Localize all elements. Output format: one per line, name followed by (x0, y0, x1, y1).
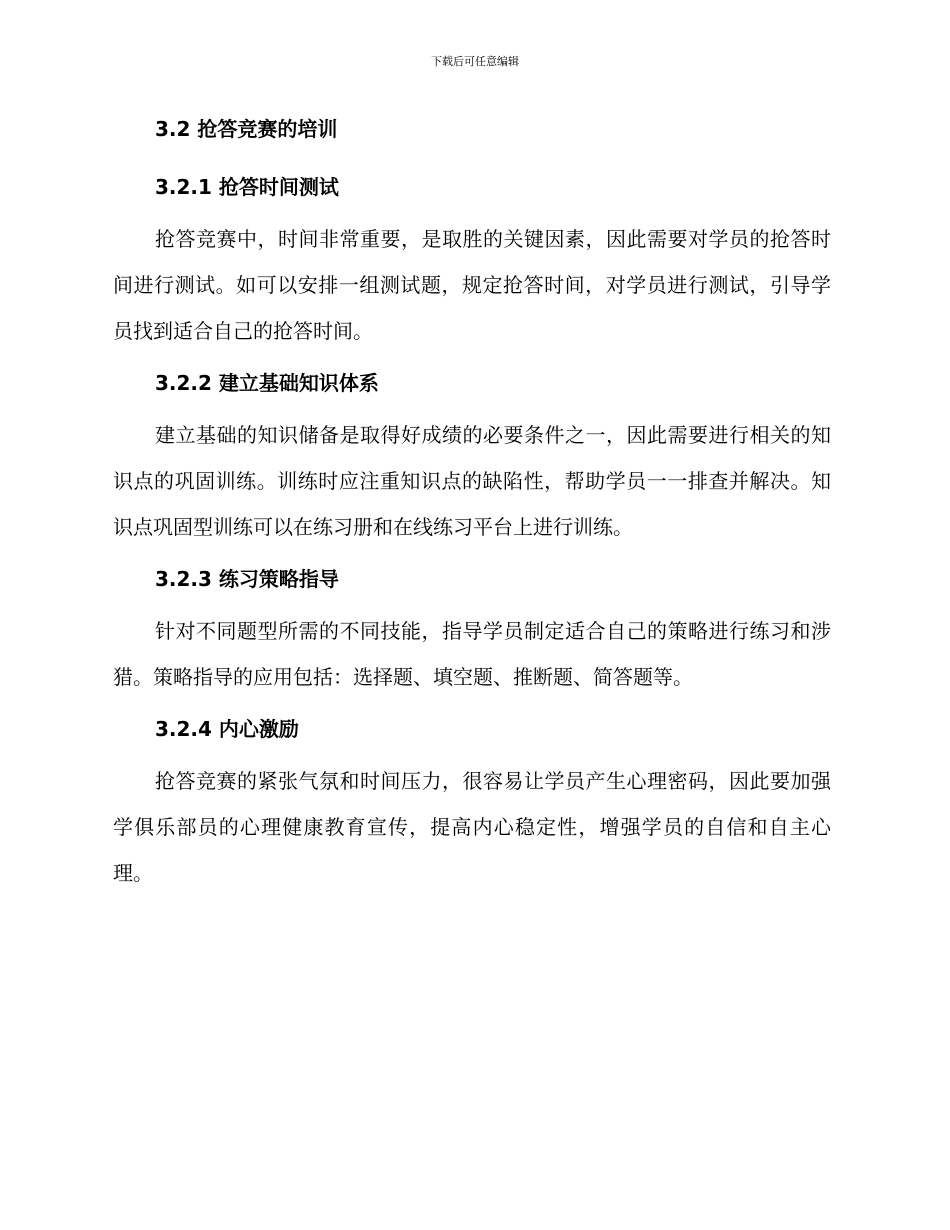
subsection-title-3-2-1: 3.2.1 抢答时间测试 (155, 175, 339, 199)
subsection-title-3-2-3: 3.2.3 练习策略指导 (155, 567, 339, 591)
paragraph-3-2-1: 抢答竞赛中，时间非常重要，是取胜的关键因素，因此需要对学员的抢答时间进行测试。如可以安排一组测试题，规定抢答时间，对学员进行测试，引导学员找到适合自己的抢答时间。 (113, 227, 831, 343)
subsection-title-3-2-2: 3.2.2 建立基础知识体系 (155, 371, 379, 395)
paragraph-3-2-4: 抢答竞赛的紧张气氛和时间压力，很容易让学员产生心理密码，因此要加强学俱乐部员的心理健康教育宣传，提高内心稳定性，增强学员的自信和自主心理。 (113, 769, 831, 885)
paragraph-3-2-2: 建立基础的知识储备是取得好成绩的必要条件之一，因此需要进行相关的知识点的巩固训练。训练时应注重知识点的缺陷性，帮助学员一一排查并解决。知识点巩固型训练可以在练习册和在线练习平台上进行训练。 (113, 423, 831, 539)
page-header: 下载后可任意编辑 (431, 55, 519, 68)
document-body (113, 112, 831, 908)
subsection-title-3-2-4: 3.2.4 内心激励 (155, 717, 299, 741)
paragraph-3-2-3: 针对不同题型所需的不同技能，指导学员制定适合自己的策略进行练习和涉猎。策略指导的应用包括：选择题、填空题、推断题、简答题等。 (113, 619, 831, 689)
section-title: 3.2 抢答竞赛的培训 (155, 117, 338, 141)
